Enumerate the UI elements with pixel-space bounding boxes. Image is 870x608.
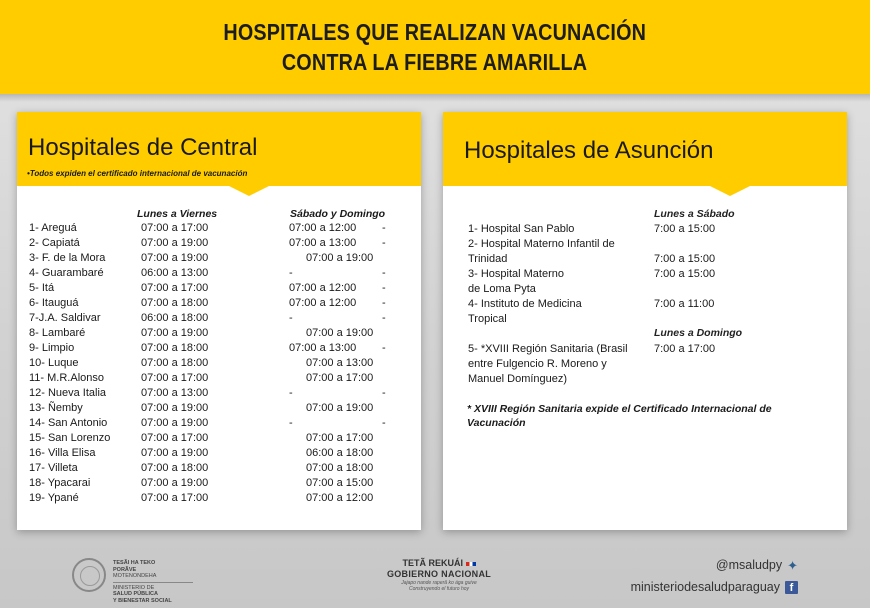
weekday-hours: 07:00 a 19:00 bbox=[141, 327, 209, 339]
weekend-hours: 07:00 a 12:00 bbox=[306, 492, 374, 504]
hospital-name: 3- F. de la Mora bbox=[29, 252, 106, 264]
central-note: •Todos expiden el certificado internacional de vacunación bbox=[27, 169, 248, 178]
asuncion-card bbox=[443, 112, 847, 530]
weekend-hours-alt: - bbox=[382, 387, 386, 399]
weekday-hours: 07:00 a 17:00 bbox=[141, 432, 209, 444]
asuncion-entry-time: 7:00 a 17:00 bbox=[654, 343, 716, 355]
header-notch bbox=[710, 186, 750, 196]
asuncion-entry-name: 4- Instituto de Medicina Tropical bbox=[468, 298, 582, 325]
hospital-name: 9- Limpio bbox=[29, 342, 75, 354]
table-row bbox=[29, 266, 414, 281]
facebook-icon: f bbox=[785, 581, 798, 594]
hospital-name: 11- M.R.Alonso bbox=[29, 372, 104, 384]
weekend-hours: 07:00 a 19:00 bbox=[306, 252, 374, 264]
ministry-line: MOTENONDEHA bbox=[113, 573, 157, 579]
header-notch bbox=[229, 186, 269, 196]
table-row bbox=[29, 236, 414, 251]
table-row bbox=[29, 476, 414, 491]
hospital-name: 13- Ñemby bbox=[29, 402, 83, 414]
table-row bbox=[29, 311, 414, 326]
weekday-hours: 07:00 a 17:00 bbox=[141, 222, 209, 234]
weekday-hours: 07:00 a 13:00 bbox=[141, 387, 209, 399]
weekend-hours: 07:00 a 15:00 bbox=[306, 477, 374, 489]
table-row bbox=[29, 221, 414, 236]
asuncion-entry-name: 2- Hospital Materno Infantil de Trinidad bbox=[468, 238, 615, 265]
central-card-header bbox=[17, 112, 421, 186]
hospital-name: 2- Capiatá bbox=[29, 237, 80, 249]
hospital-name: 19- Ypané bbox=[29, 492, 79, 504]
asuncion-entry-time: 7:00 a 15:00 bbox=[654, 223, 716, 235]
asuncion-head-dom: Lunes a Domingo bbox=[654, 327, 743, 339]
weekday-hours: 07:00 a 18:00 bbox=[141, 297, 209, 309]
asuncion-card-header bbox=[443, 112, 847, 186]
weekend-hours: 07:00 a 19:00 bbox=[306, 327, 374, 339]
gob-logo-slogan2: Construyendo el futuro hoy bbox=[408, 586, 470, 592]
hospital-name: 15- San Lorenzo bbox=[29, 432, 111, 444]
table-row bbox=[29, 251, 414, 266]
hospital-name: 5- Itá bbox=[29, 282, 55, 294]
hospital-name: 4- Guarambaré bbox=[29, 267, 104, 279]
ministry-logo-text bbox=[113, 560, 193, 604]
weekday-hours: 06:00 a 18:00 bbox=[141, 312, 209, 324]
asuncion-entry-time: 7:00 a 15:00 bbox=[654, 268, 716, 280]
weekday-hours: 07:00 a 19:00 bbox=[141, 237, 209, 249]
weekend-hours-alt: - bbox=[382, 237, 386, 249]
weekend-hours-alt: - bbox=[382, 342, 386, 354]
table-row bbox=[29, 461, 414, 476]
table-row bbox=[29, 341, 414, 356]
gob-logo-main: GOBIERNO NACIONAL bbox=[386, 569, 492, 579]
hospital-name: 6- Itauguá bbox=[29, 297, 79, 309]
weekend-hours-alt: - bbox=[382, 312, 386, 324]
weekday-hours: 07:00 a 19:00 bbox=[141, 447, 209, 459]
hospital-name: 18- Ypacarai bbox=[29, 477, 91, 489]
ministry-line: MINISTERIO DE bbox=[113, 584, 155, 591]
weekday-hours: 07:00 a 17:00 bbox=[141, 492, 209, 504]
col-head-weekend: Sábado y Domingo bbox=[290, 208, 386, 220]
table-row bbox=[29, 281, 414, 296]
ministry-line: Y BIENESTAR SOCIAL bbox=[113, 597, 172, 604]
weekday-hours: 07:00 a 19:00 bbox=[141, 477, 209, 489]
title-banner bbox=[0, 0, 870, 94]
hospital-name: 14- San Antonio bbox=[29, 417, 108, 429]
twitter-handle: @msaludpy bbox=[715, 558, 783, 572]
weekend-hours: 07:00 a 12:00 bbox=[289, 282, 357, 294]
weekend-hours: 06:00 a 18:00 bbox=[306, 447, 374, 459]
central-card bbox=[17, 112, 421, 530]
gob-logo-top: TETÃ REKUÁI bbox=[402, 558, 463, 568]
hospital-name: 8- Lambaré bbox=[29, 327, 86, 339]
hospital-name: 1- Areguá bbox=[29, 222, 77, 234]
weekday-hours: 07:00 a 17:00 bbox=[141, 372, 209, 384]
weekend-hours-alt: - bbox=[382, 297, 386, 309]
table-row bbox=[29, 431, 414, 446]
asuncion-footnote: * XVIII Región Sanitaria expide el Certificado Internacional de Vacunación bbox=[467, 403, 772, 429]
table-row bbox=[29, 416, 414, 431]
banner-shadow bbox=[0, 94, 870, 102]
banner-title-line2: CONTRA LA FIEBRE AMARILLA bbox=[282, 49, 588, 75]
weekday-hours: 07:00 a 19:00 bbox=[141, 252, 209, 264]
table-row bbox=[29, 386, 414, 401]
facebook-page: ministeriodesaludparaguay bbox=[630, 580, 780, 594]
table-row bbox=[29, 446, 414, 461]
table-row bbox=[29, 371, 414, 386]
weekday-hours: 06:00 a 13:00 bbox=[141, 267, 209, 279]
weekend-hours: - bbox=[289, 417, 293, 429]
weekend-hours-alt: - bbox=[382, 267, 386, 279]
weekend-hours: 07:00 a 13:00 bbox=[289, 342, 357, 354]
weekend-hours: 07:00 a 12:00 bbox=[289, 222, 357, 234]
hospital-name: 10- Luque bbox=[29, 357, 79, 369]
asuncion-head-sat: Lunes a Sábado bbox=[654, 208, 735, 220]
weekend-hours: - bbox=[289, 267, 293, 279]
government-logo bbox=[383, 558, 495, 592]
hospital-name: 7-J.A. Saldivar bbox=[29, 312, 101, 324]
col-head-weekdays: Lunes a Viernes bbox=[137, 208, 218, 220]
table-row bbox=[29, 356, 414, 371]
ministry-divider bbox=[113, 582, 193, 583]
weekend-hours-alt: - bbox=[382, 282, 386, 294]
weekend-hours: 07:00 a 18:00 bbox=[306, 462, 374, 474]
weekend-hours: 07:00 a 13:00 bbox=[306, 357, 374, 369]
asuncion-entry-name: 1- Hospital San Pablo bbox=[468, 223, 575, 235]
weekend-hours: 07:00 a 13:00 bbox=[289, 237, 357, 249]
ministry-line: PORÃVE bbox=[113, 566, 137, 573]
weekend-hours: - bbox=[289, 312, 293, 324]
weekend-hours-alt: - bbox=[382, 222, 386, 234]
table-row bbox=[29, 491, 414, 506]
banner-title-line1: HOSPITALES QUE REALIZAN VACUNACIÓN bbox=[223, 19, 647, 45]
weekday-hours: 07:00 a 18:00 bbox=[141, 342, 209, 354]
weekend-hours: - bbox=[289, 387, 293, 399]
weekend-hours: 07:00 a 19:00 bbox=[306, 402, 374, 414]
hospital-name: 17- Villeta bbox=[29, 462, 78, 474]
footer bbox=[0, 538, 870, 608]
ministry-line: SALUD PÚBLICA bbox=[113, 591, 158, 597]
facebook-link[interactable] bbox=[631, 576, 798, 598]
asuncion-title: Hospitales de Asunción bbox=[464, 137, 714, 164]
weekend-hours: 07:00 a 17:00 bbox=[306, 372, 374, 384]
social-links bbox=[631, 554, 798, 598]
asuncion-entry-name: 3- Hospital Materno de Loma Pyta bbox=[468, 268, 564, 295]
twitter-link[interactable] bbox=[631, 554, 798, 576]
weekday-hours: 07:00 a 19:00 bbox=[141, 402, 209, 414]
twitter-icon: ✦ bbox=[787, 557, 798, 573]
weekend-hours-alt: - bbox=[382, 417, 386, 429]
ministry-line: TESÃI HA TEKO bbox=[113, 560, 156, 566]
weekend-hours: 07:00 a 17:00 bbox=[306, 432, 374, 444]
gob-logo-slogan1: Jajapo nande raperã ko ága guive bbox=[401, 580, 477, 586]
table-row bbox=[29, 401, 414, 416]
weekday-hours: 07:00 a 18:00 bbox=[141, 462, 209, 474]
national-seal-logo bbox=[72, 558, 106, 592]
weekend-hours: 07:00 a 12:00 bbox=[289, 297, 357, 309]
hospital-name: 12- Nueva Italia bbox=[29, 387, 107, 399]
central-title: Hospitales de Central bbox=[28, 134, 258, 161]
weekday-hours: 07:00 a 17:00 bbox=[141, 282, 209, 294]
weekday-hours: 07:00 a 18:00 bbox=[141, 357, 209, 369]
central-table bbox=[29, 221, 414, 506]
hospital-name: 16- Villa Elisa bbox=[29, 447, 96, 459]
asuncion-entry-time: 7:00 a 11:00 bbox=[654, 298, 715, 310]
flag-icon bbox=[466, 562, 476, 566]
asuncion-entry-time: 7:00 a 15:00 bbox=[654, 253, 716, 265]
weekday-hours: 07:00 a 19:00 bbox=[141, 417, 209, 429]
asuncion-entry-name: 5- *XVIII Región Sanitaria (Brasil entre Fulgencio R. Moreno y Manuel Domínguez) bbox=[468, 343, 628, 385]
table-row bbox=[29, 326, 414, 341]
table-row bbox=[29, 296, 414, 311]
